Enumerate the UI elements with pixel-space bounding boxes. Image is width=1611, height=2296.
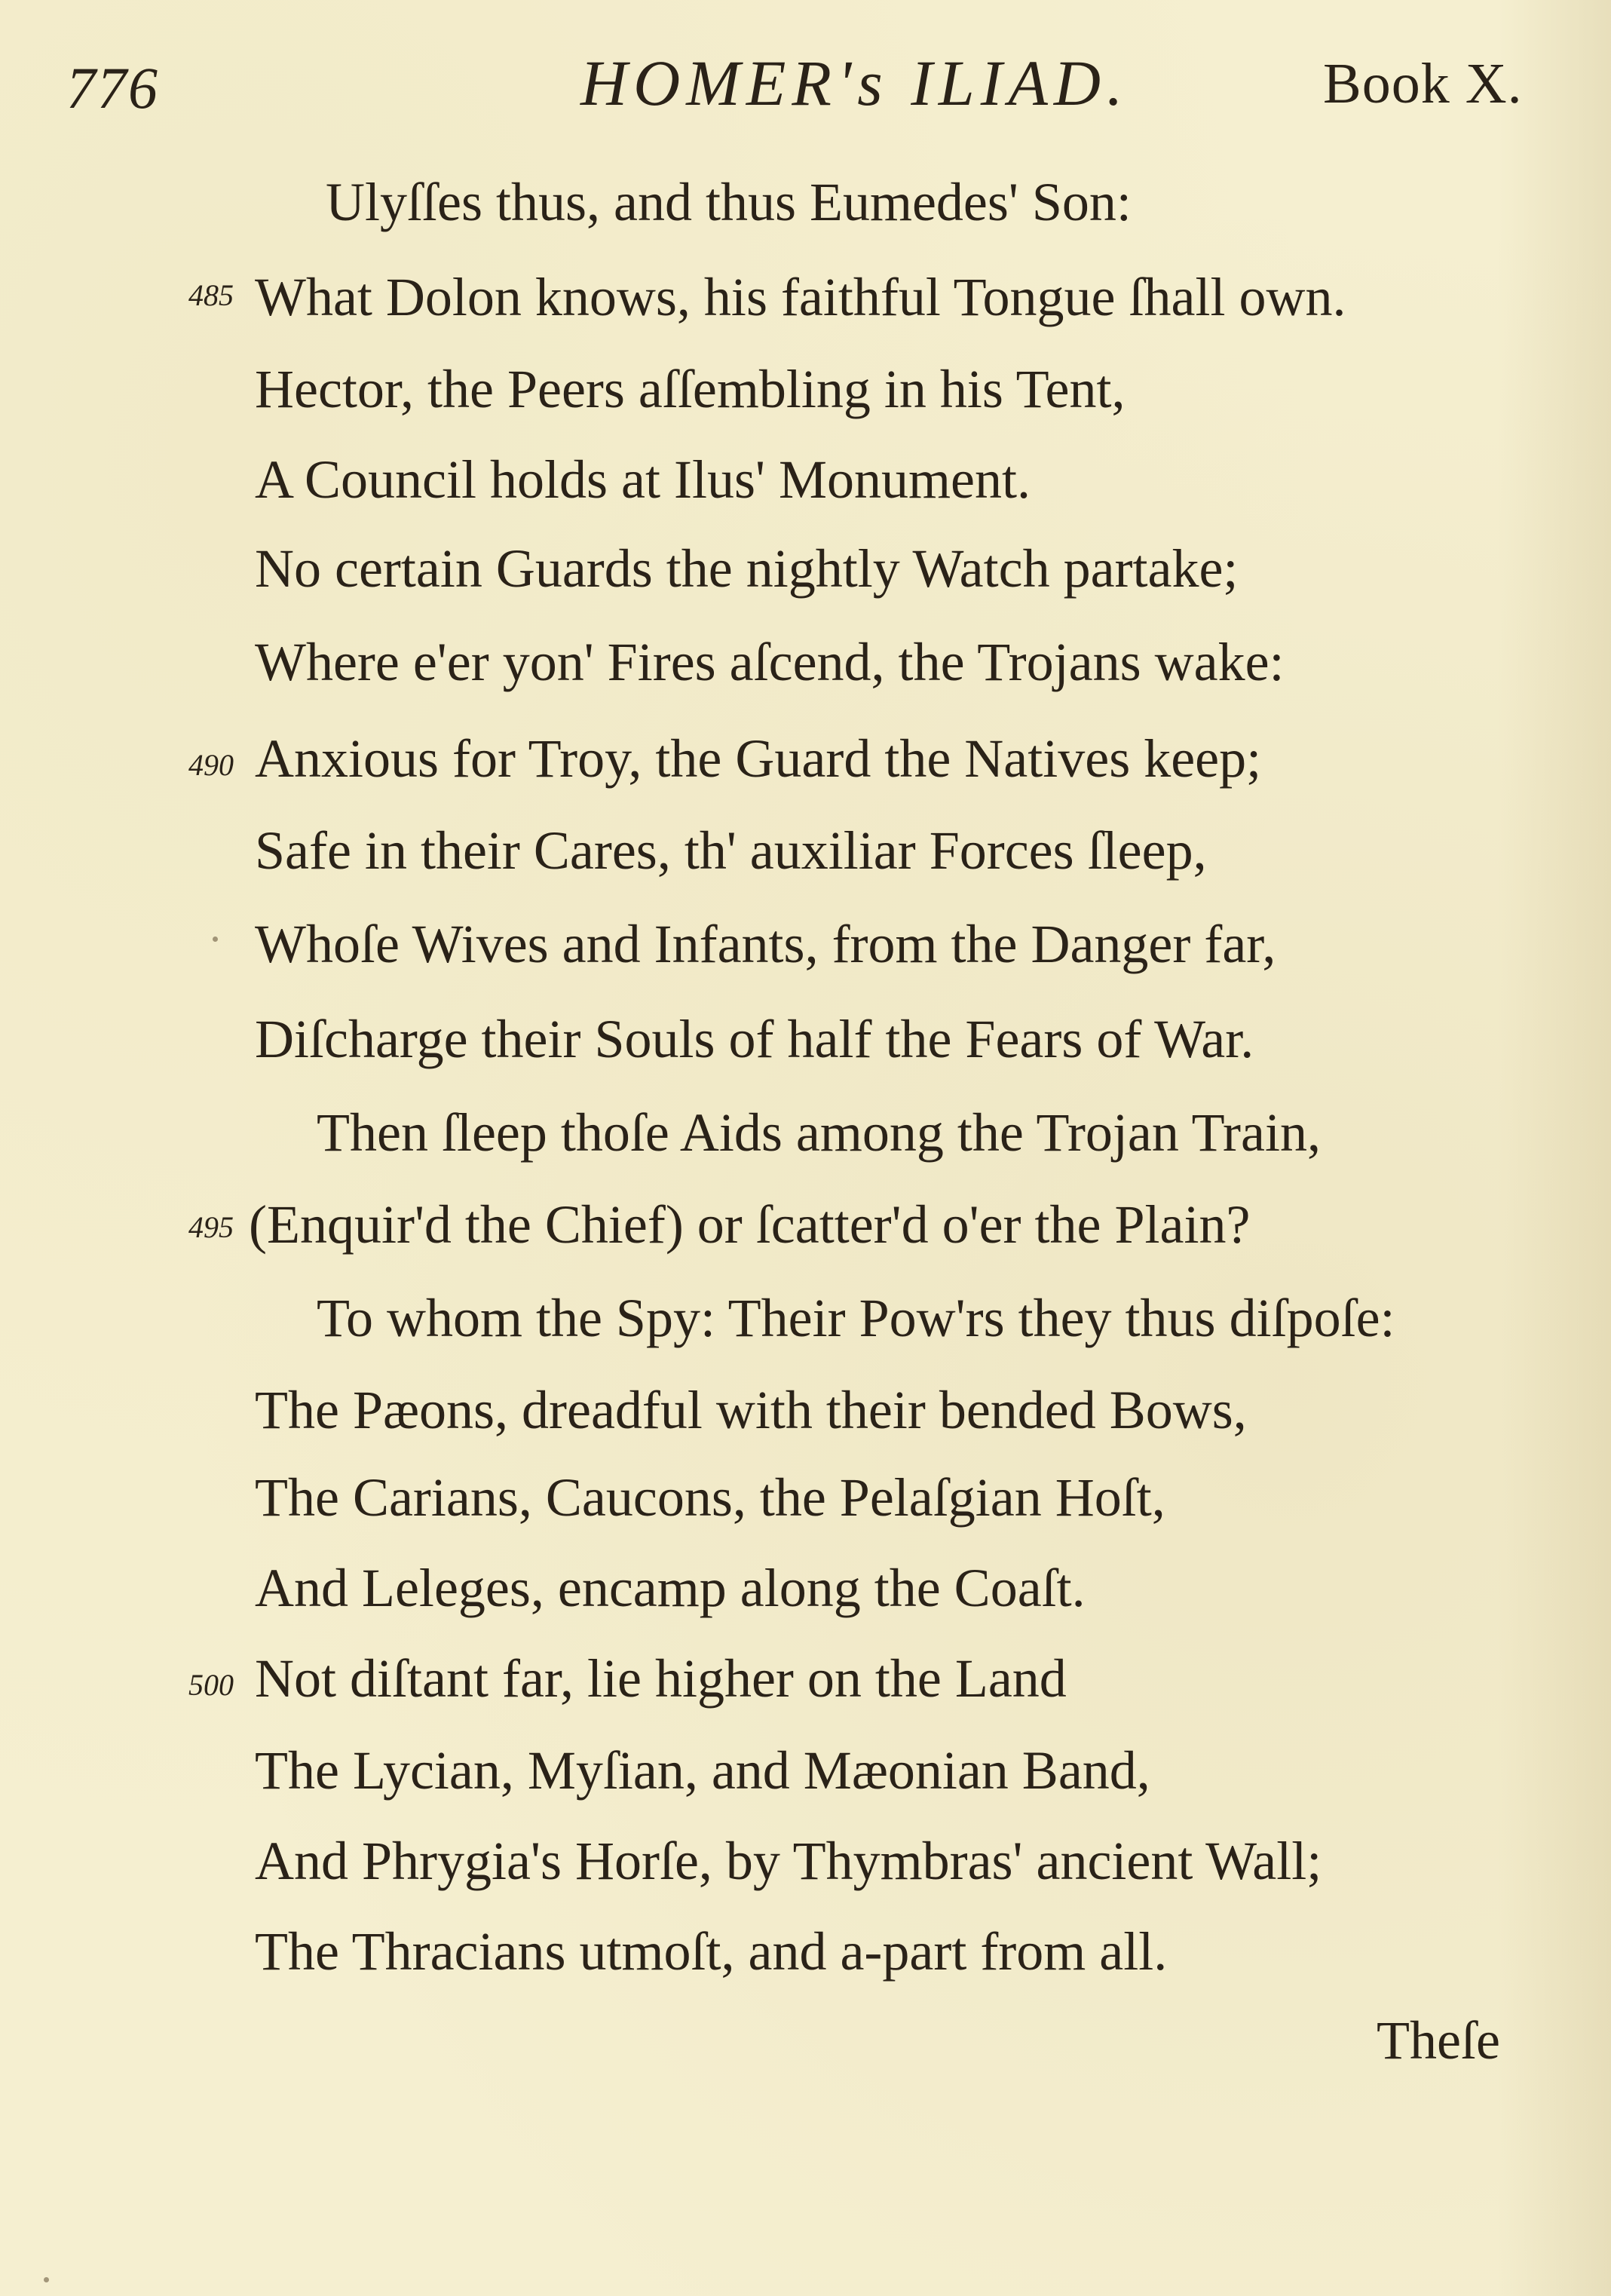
verse-line: No certain Guards the nightly Watch partake; bbox=[255, 538, 1239, 599]
running-title: HOMER's ILIAD. bbox=[580, 47, 1129, 119]
paper-speck bbox=[44, 2277, 49, 2282]
verse-line: Where e'er yon' Fires aſcend, the Trojans wake: bbox=[255, 632, 1285, 692]
verse-line: The Pæons, dreadful with their bended Bows, bbox=[255, 1380, 1247, 1440]
verse-line: Safe in their Cares, th' auxiliar Forces ſleep, bbox=[255, 820, 1207, 881]
page-number: 776 bbox=[66, 55, 159, 121]
verse-line: The Lycian, Myſian, and Mæonian Band, bbox=[255, 1740, 1150, 1801]
line-number: 495 bbox=[188, 1210, 234, 1244]
book-label: Book X. bbox=[1323, 52, 1523, 115]
verse-line: Anxious for Troy, the Guard the Natives keep; bbox=[255, 728, 1262, 789]
verse-line: The Thracians utmoſt, and a-part from all. bbox=[255, 1921, 1168, 1982]
verse-line: What Dolon knows, his faithful Tongue ſhall own. bbox=[255, 267, 1346, 327]
verse-line: Hector, the Peers aſſembling in his Tent, bbox=[255, 359, 1126, 419]
verse-line: The Carians, Caucons, the Pelaſgian Hoſt, bbox=[255, 1467, 1165, 1528]
verse-line: Ulyſſes thus, and thus Eumedes' Son: bbox=[326, 172, 1132, 232]
paper-speck bbox=[213, 936, 218, 942]
verse-line: Then ſleep thoſe Aids among the Trojan Train, bbox=[317, 1102, 1321, 1163]
verse-line: And Leleges, encamp along the Coaſt. bbox=[255, 1558, 1086, 1618]
verse-line: (Enquir'd the Chief) or ſcatter'd o'er the Plain? bbox=[249, 1194, 1251, 1255]
verse-line: Diſcharge their Souls of half the Fears of War. bbox=[255, 1009, 1254, 1069]
verse-line: A Council holds at Ilus' Monument. bbox=[255, 449, 1031, 510]
verse-line: And Phrygia's Horſe, by Thymbras' ancient Wall; bbox=[255, 1831, 1322, 1891]
verse-line: Whoſe Wives and Infants, from the Danger far, bbox=[255, 914, 1276, 974]
line-number: 485 bbox=[188, 278, 234, 312]
page-header bbox=[0, 45, 1611, 128]
line-number: 500 bbox=[188, 1668, 234, 1702]
verse-line: Not diſtant far, lie higher on the Land bbox=[255, 1648, 1067, 1709]
catchword: Theſe bbox=[1377, 2010, 1500, 2071]
line-number: 490 bbox=[188, 748, 234, 782]
verse-line: To whom the Spy: Their Pow'rs they thus diſpoſe: bbox=[317, 1288, 1395, 1348]
